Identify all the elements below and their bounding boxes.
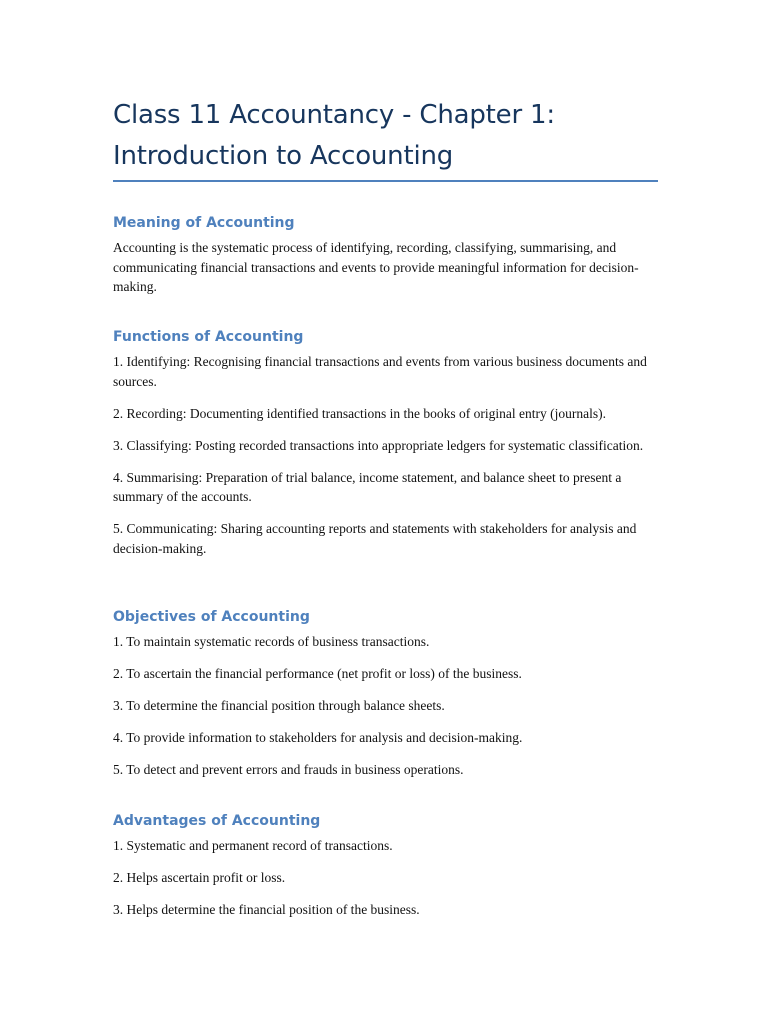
list-item: 4. To provide information to stakeholders for analysis and decision-making.: [113, 730, 523, 745]
list-item: 5. To detect and prevent errors and frauds in business operations.: [113, 762, 464, 777]
list-item: 2. Helps ascertain profit or loss.: [113, 870, 286, 885]
section-heading-meaning: Meaning of Accounting: [113, 215, 295, 231]
list-item: 3. Classifying: Posting recorded transactions into appropriate ledgers for systematic classification.: [113, 437, 644, 453]
section-heading-objectives: Objectives of Accounting: [113, 609, 310, 625]
list-item: 4. Summarising: Preparation of trial balance, income statement, and balance sheet to present a summary of the accounts.: [113, 469, 622, 504]
list-item: 1. Systematic and permanent record of transactions.: [113, 838, 393, 853]
section-objectives: [113, 607, 658, 792]
title-underline: [113, 180, 658, 182]
section-heading-functions: Functions of Accounting: [113, 329, 304, 345]
section-meaning: [113, 213, 658, 297]
section-functions: [113, 327, 658, 571]
list-item: 3. To determine the financial position through balance sheets.: [113, 698, 445, 713]
section-heading-advantages: Advantages of Accounting: [113, 813, 321, 829]
list-item: 5. Communicating: Sharing accounting reports and statements with stakeholders for analysis and decision-making.: [113, 521, 637, 556]
list-item: 1. Identifying: Recognising financial transactions and events from various business documents and sources.: [113, 354, 647, 389]
meaning-paragraph: Accounting is the systematic process of identifying, recording, classifying, summarising, and communicating financial transactions and events to provide meaningful information for decision-making.: [113, 240, 639, 294]
list-item: 1. To maintain systematic records of business transactions.: [113, 634, 430, 649]
document-title: Class 11 Accountancy - Chapter 1: Introduction to Accounting: [113, 100, 555, 171]
list-item: 2. Recording: Documenting identified transactions in the books of original entry (journals).: [113, 405, 607, 421]
list-item: 3. Helps determine the financial position of the business.: [113, 902, 420, 917]
list-item: 2. To ascertain the financial performance (net profit or loss) of the business.: [113, 666, 522, 681]
section-advantages: [113, 811, 658, 932]
